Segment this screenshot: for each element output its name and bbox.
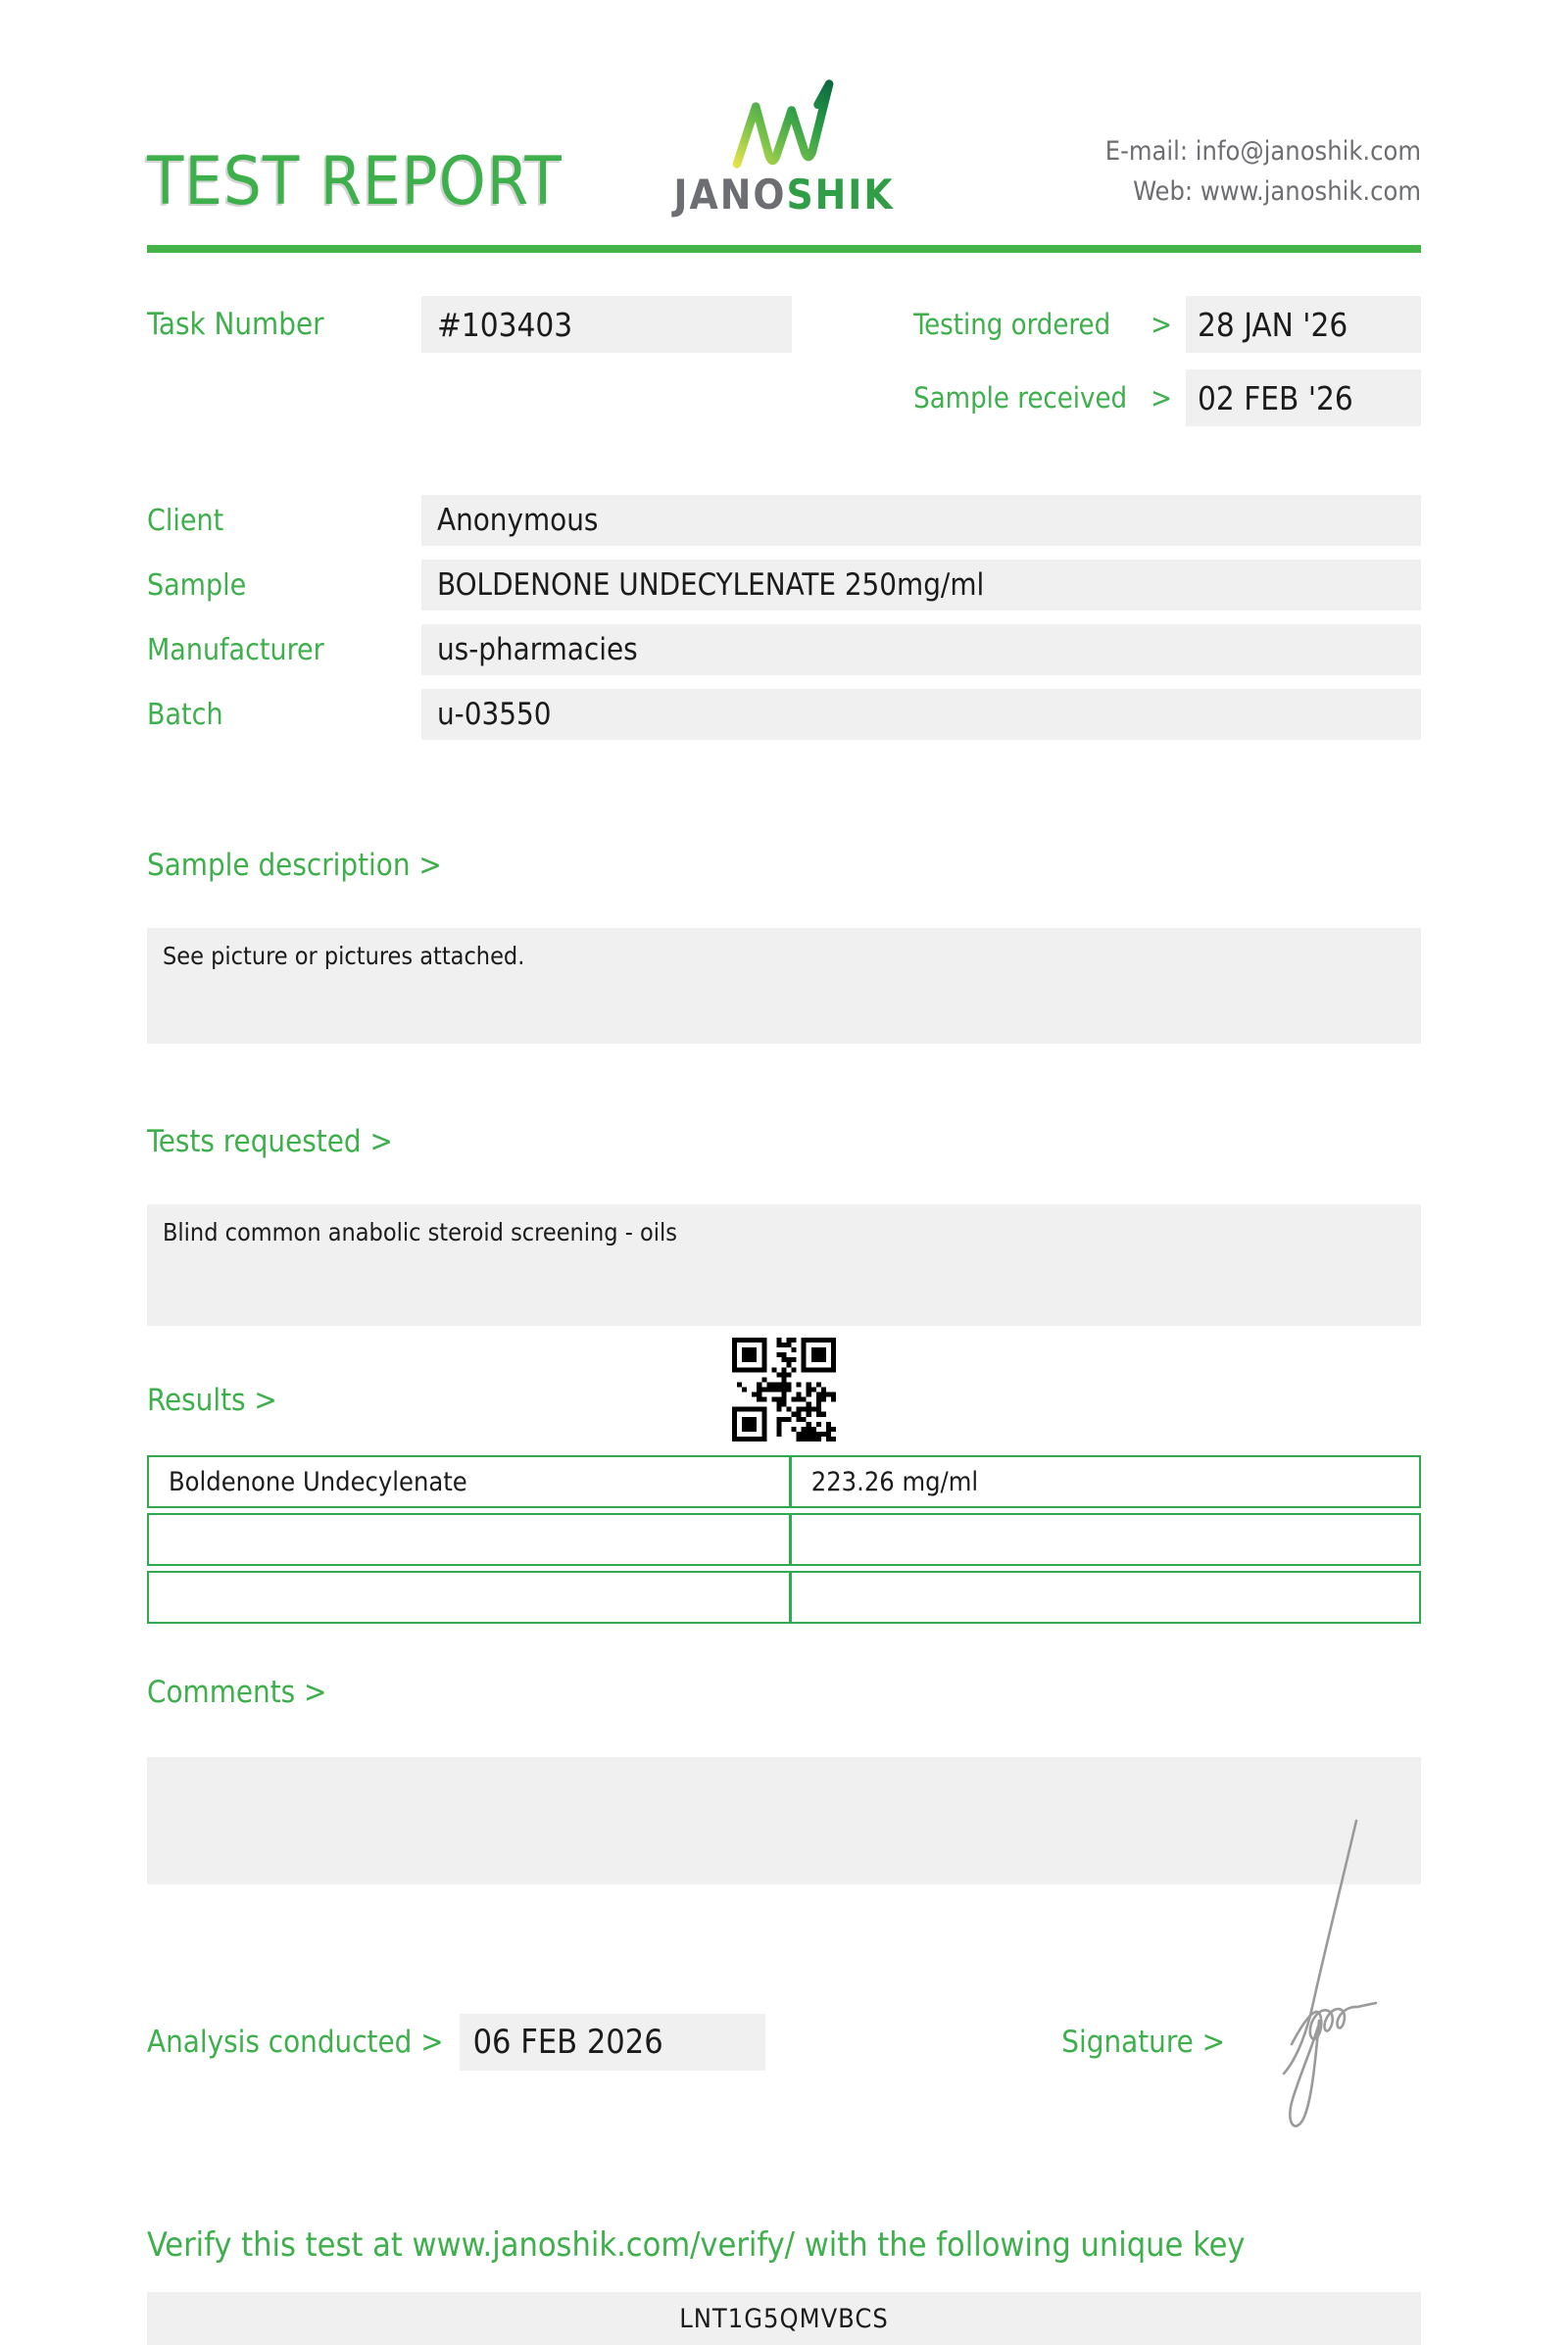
comments-heading: Comments > bbox=[147, 1675, 327, 1710]
result-substance-cell bbox=[149, 1573, 792, 1622]
table-row bbox=[147, 1455, 1421, 1508]
footer-row bbox=[147, 2014, 1421, 2071]
result-substance-cell bbox=[149, 1515, 792, 1564]
testing-ordered-label: Testing ordered bbox=[913, 308, 1111, 341]
logo-text-shik: SHIK bbox=[786, 171, 895, 219]
sample-info-rows bbox=[147, 495, 1421, 740]
arrow-glyph: > bbox=[1151, 308, 1172, 341]
manufacturer-value: us-pharmacies bbox=[421, 624, 1421, 675]
analysis-conducted-value: 06 FEB 2026 bbox=[460, 2014, 765, 2071]
client-value: Anonymous bbox=[421, 495, 1421, 546]
table-row bbox=[147, 1571, 1421, 1624]
contact-block bbox=[895, 132, 1421, 216]
sample-received-value: 02 FEB '26 bbox=[1186, 369, 1421, 426]
verify-instruction: Verify this test at www.janoshik.com/verify/ with the following unique key bbox=[147, 2225, 1246, 2265]
contact-email: E-mail: info@janoshik.com bbox=[1104, 136, 1422, 167]
task-number-label: Task Number bbox=[147, 307, 324, 342]
task-and-dates bbox=[147, 296, 1421, 426]
batch-row bbox=[147, 689, 1421, 740]
table-row bbox=[147, 1513, 1421, 1566]
result-substance-cell: Boldenone Undecylenate bbox=[149, 1457, 792, 1506]
comments-body bbox=[147, 1757, 1421, 1884]
batch-value: u-03550 bbox=[421, 689, 1421, 740]
analysis-conducted-label: Analysis conducted > bbox=[147, 2025, 444, 2060]
green-divider bbox=[147, 245, 1421, 253]
unique-key-value: LNT1G5QMVBCS bbox=[147, 2292, 1421, 2345]
qr-code bbox=[732, 1338, 836, 1441]
sample-received-label: Sample received bbox=[913, 381, 1128, 415]
report-header bbox=[147, 51, 1422, 220]
sample-received-row bbox=[913, 369, 1421, 426]
growth-chart-icon bbox=[726, 76, 842, 171]
manufacturer-row bbox=[147, 624, 1421, 675]
sample-description-body: See picture or pictures attached. bbox=[147, 928, 1421, 1044]
client-row bbox=[147, 495, 1421, 546]
result-value-cell: 223.26 mg/ml bbox=[810, 1466, 979, 1497]
page-title: TEST REPORT bbox=[147, 143, 563, 220]
analysis-conducted-row bbox=[147, 2014, 765, 2071]
testing-ordered-row bbox=[913, 296, 1421, 353]
testing-ordered-value: 28 JAN '26 bbox=[1186, 296, 1421, 353]
tests-requested-body: Blind common anabolic steroid screening - oils bbox=[147, 1204, 1421, 1326]
manufacturer-label: Manufacturer bbox=[147, 632, 324, 667]
results-table bbox=[147, 1455, 1421, 1624]
results-header-area bbox=[147, 1336, 1421, 1449]
header-title-area bbox=[147, 143, 673, 220]
sample-value: BOLDENONE UNDECYLENATE 250mg/ml bbox=[421, 560, 1421, 611]
results-heading: Results > bbox=[147, 1383, 277, 1418]
task-number-value: #103403 bbox=[421, 296, 792, 353]
result-value-cell bbox=[792, 1515, 1419, 1564]
logo-wordmark bbox=[673, 171, 895, 219]
sample-description-heading: Sample description > bbox=[147, 848, 442, 883]
janoshik-logo bbox=[673, 76, 895, 219]
arrow-glyph: > bbox=[1151, 381, 1172, 415]
signature-label: Signature > bbox=[1061, 2025, 1225, 2060]
result-value-cell bbox=[792, 1573, 1419, 1622]
client-label: Client bbox=[147, 503, 224, 538]
sample-label: Sample bbox=[147, 567, 247, 603]
logo-text-jano: JANO bbox=[673, 171, 787, 219]
tests-requested-heading: Tests requested > bbox=[147, 1124, 393, 1159]
dates-column bbox=[913, 296, 1421, 426]
contact-web: Web: www.janoshik.com bbox=[1133, 175, 1422, 207]
sample-row bbox=[147, 560, 1421, 611]
batch-label: Batch bbox=[147, 697, 223, 732]
task-number-row bbox=[147, 296, 792, 353]
